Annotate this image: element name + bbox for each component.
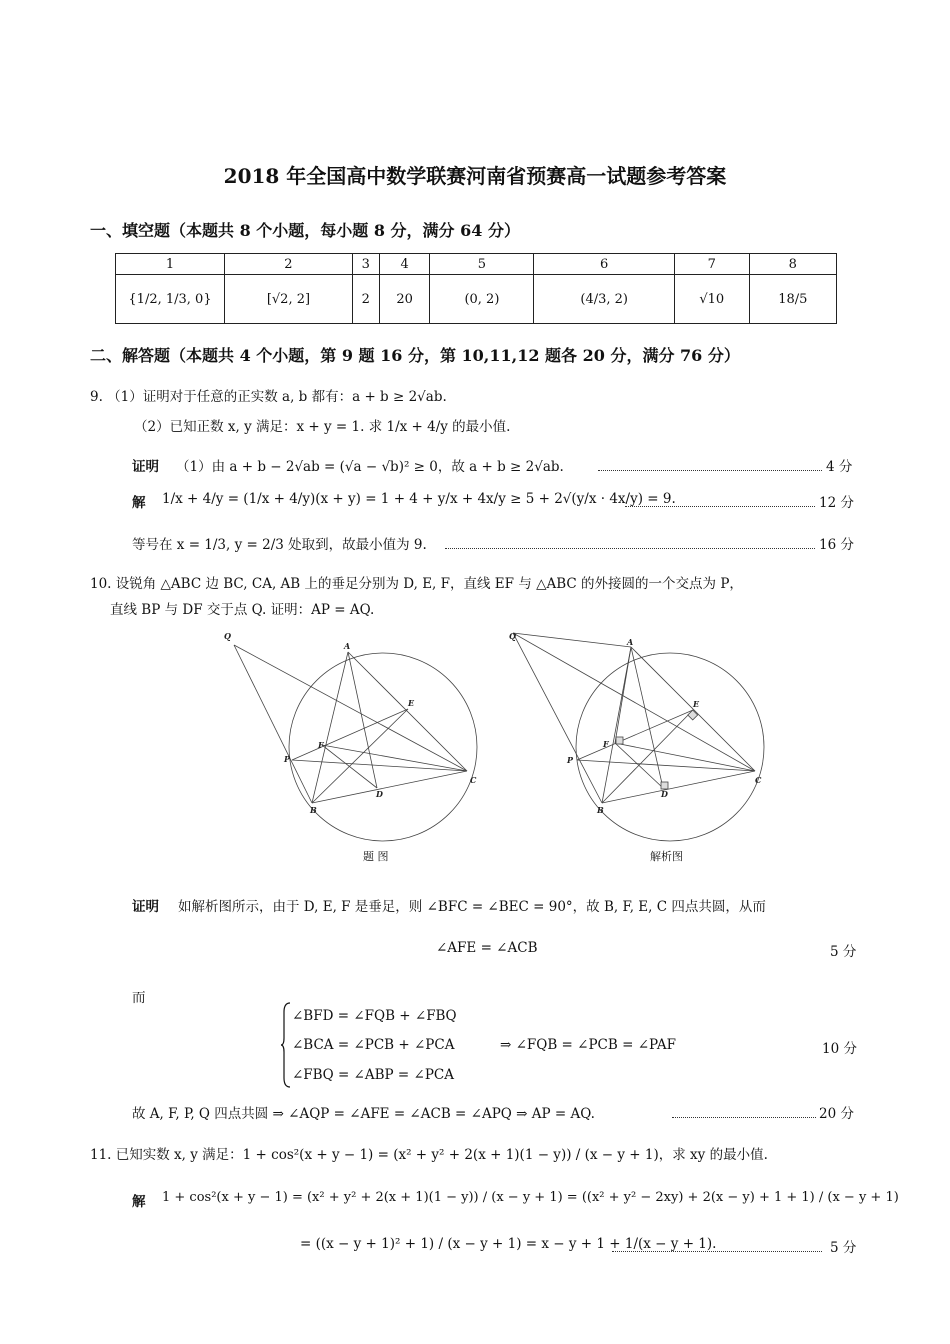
answer-value: 20 [379, 275, 430, 324]
point-label: P [567, 755, 574, 765]
answer-value: 2 [352, 275, 379, 324]
answer-value: (0, 2) [430, 275, 534, 324]
q11-solution-line-2: = ((x − y + 1)² + 1) / (x − y + 1) = x − y + 1 + 1/(x − y + 1). [300, 1236, 717, 1252]
point-label: D [376, 789, 383, 799]
q9-part1: 9. （1）证明对于任意的正实数 a, b 都有：a + b ≥ 2√ab. [90, 389, 447, 405]
answer-number: 3 [352, 254, 379, 275]
q10-system-result: ⇒ ∠FQB = ∠PCB = ∠PAF [500, 1037, 676, 1053]
leader-dots [598, 470, 822, 471]
point-label: F [318, 740, 324, 750]
q10-proof-label: 证明 [132, 899, 159, 915]
q10-proof-text: 如解析图所示，由于 D, E, F 是垂足，则 ∠BFC = ∠BEC = 90°，故 B, F, E, C 四点共圆，从而 [178, 899, 766, 915]
q10-stem-line1: 10. 设锐角 △ABC 边 BC, CA, AB 上的垂足分别为 D, E, F，直线 EF 与 △ABC 的外接圆的一个交点为 P， [90, 576, 743, 592]
answer-number: 2 [225, 254, 353, 275]
answer-value: {1/2, 1/3, 0} [116, 275, 225, 324]
point-label: B [310, 805, 317, 815]
q11-stem: 11. 已知实数 x, y 满足：1 + cos²(x + y − 1) = (x² + y² + 2(x + 1)(1 − y)) / (x − y + 1)，求 xy 的最小值. [90, 1147, 768, 1163]
point-label: C [470, 775, 477, 785]
answer-number: 5 [430, 254, 534, 275]
point-label: E [408, 698, 415, 708]
q10-conclusion: 故 A, F, P, Q 四点共圆 ⇒ ∠AQP = ∠AFE = ∠ACB = ∠APQ ⇒ AP = AQ. [132, 1106, 595, 1122]
answer-table [115, 253, 837, 324]
q10-system-line-2: ∠BCA = ∠PCB + ∠PCA [292, 1037, 455, 1053]
section-2-heading: 二、解答题（本题共 4 个小题，第 9 题 16 分，第 10,11,12 题各 20 分，满分 76 分） [90, 346, 740, 365]
q11-solution-line-1: 1 + cos²(x + y − 1) = (x² + y² + 2(x + 1)(1 − y)) / (x − y + 1) = ((x² + y² − 2xy) + 2(x − y) + 1 + 1) / (x − y + 1) [162, 1190, 899, 1205]
q10-conclusion-score: 20 分 [819, 1106, 854, 1122]
q9-proof-label: 证明 [132, 459, 159, 475]
page-title: 2018 年全国高中数学联赛河南省预赛高一试题参考答案 [223, 164, 727, 188]
q10-equation-1: ∠AFE = ∠ACB [436, 940, 538, 956]
q9-proof-text: （1）由 a + b − 2√ab = (√a − √b)² ≥ 0，故 a + b ≥ 2√ab. [176, 459, 564, 475]
answer-number: 7 [674, 254, 749, 275]
point-label: F [603, 739, 609, 749]
answer-number: 1 [116, 254, 225, 275]
q10-equation-1-score: 5 分 [830, 944, 857, 960]
answer-value: 18/5 [749, 275, 836, 324]
point-label: E [693, 699, 700, 709]
q10-figure-solution-caption: 解析图 [650, 850, 683, 863]
q10-system-line-3: ∠FBQ = ∠ABP = ∠PCA [292, 1067, 454, 1083]
answer-value: [√2, 2] [225, 275, 353, 324]
leader-dots [612, 1251, 822, 1252]
q10-figure-problem [220, 625, 500, 845]
point-label: B [597, 805, 604, 815]
q10-figure-problem-caption: 题 图 [363, 850, 389, 863]
q10-stem-line2: 直线 BP 与 DF 交于点 Q. 证明：AP = AQ. [110, 602, 375, 618]
q10-system-line-1: ∠BFD = ∠FQB + ∠FBQ [292, 1008, 457, 1024]
leader-dots [672, 1117, 816, 1118]
q11-solution-label: 解 [132, 1194, 146, 1210]
point-label: Q [224, 631, 231, 641]
q10-er: 而 [132, 990, 146, 1006]
leader-dots [625, 506, 815, 507]
q10-figure-solution [505, 625, 785, 845]
point-label: Q [509, 631, 516, 641]
point-label: A [627, 637, 634, 647]
point-label: D [661, 789, 668, 799]
q9-solution-text: 1/x + 4/y = (1/x + 4/y)(x + y) = 1 + 4 + y/x + 4x/y ≥ 5 + 2√(y/x · 4x/y) = 9. [162, 491, 676, 507]
q9-solution-label: 解 [132, 495, 146, 511]
answer-number: 4 [379, 254, 430, 275]
answer-number: 6 [534, 254, 675, 275]
point-label: P [284, 754, 291, 764]
point-label: C [755, 775, 762, 785]
q9-equality-score: 16 分 [819, 537, 854, 553]
q9-equality-line: 等号在 x = 1/3, y = 2/3 处取到，故最小值为 9. [132, 537, 427, 553]
q9-part2: （2）已知正数 x, y 满足：x + y = 1. 求 1/x + 4/y 的最小值. [134, 419, 511, 435]
answer-value: (4/3, 2) [534, 275, 675, 324]
q9-solution-score: 12 分 [819, 495, 854, 511]
q11-solution-score: 5 分 [830, 1240, 857, 1256]
answer-table-header-row [116, 254, 837, 275]
brace-icon [281, 1002, 291, 1088]
point-label: A [344, 641, 351, 651]
answer-value: √10 [674, 275, 749, 324]
q10-system-score: 10 分 [822, 1041, 857, 1057]
answer-table-value-row [116, 275, 837, 324]
answer-number: 8 [749, 254, 836, 275]
section-1-heading: 一、填空题（本题共 8 个小题，每小题 8 分，满分 64 分） [90, 221, 520, 240]
leader-dots [445, 548, 815, 549]
q9-proof-score: 4 分 [826, 459, 853, 475]
